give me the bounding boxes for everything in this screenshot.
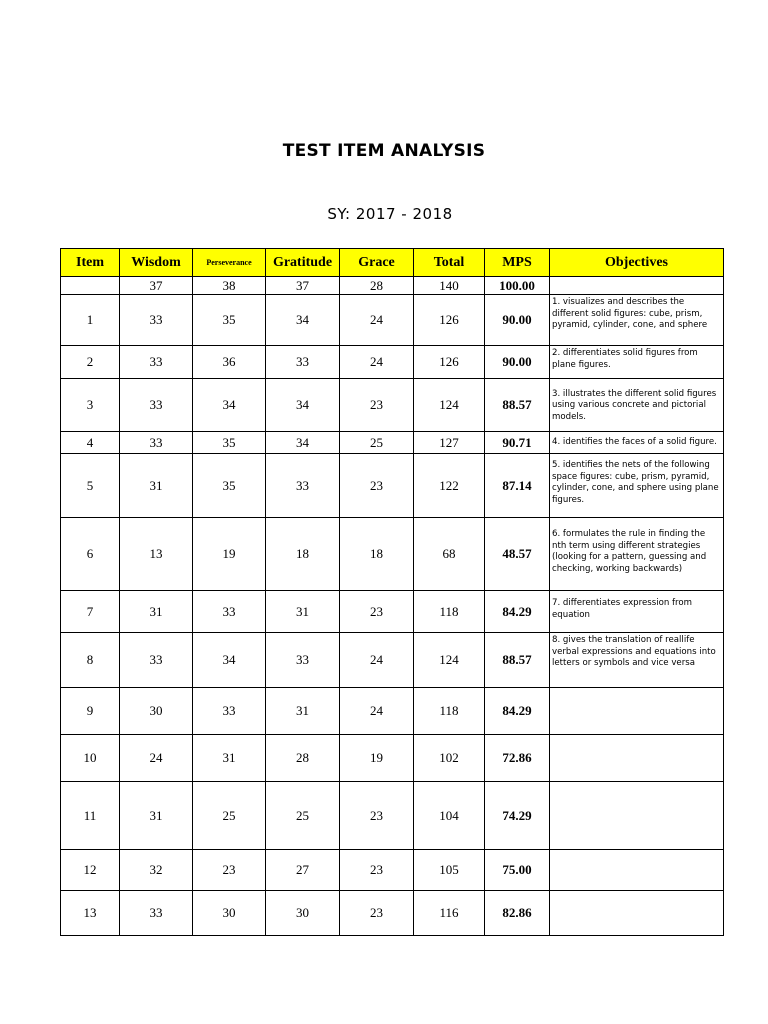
cell-total: 127 xyxy=(414,432,485,454)
cell-mps: 84.29 xyxy=(485,688,550,735)
cell-total: 122 xyxy=(414,454,485,518)
school-year: SY: 2017 - 2018 xyxy=(327,205,453,223)
cell-wisdom: 33 xyxy=(120,633,193,688)
cell-wisdom: 33 xyxy=(120,295,193,346)
cell-grace: 28 xyxy=(340,277,414,295)
table-row xyxy=(61,688,724,735)
cell-wisdom: 31 xyxy=(120,591,193,633)
cell-grace: 25 xyxy=(340,432,414,454)
cell-item: 7 xyxy=(61,591,120,633)
table-row xyxy=(61,633,724,688)
cell-gratitude: 25 xyxy=(266,782,340,850)
cell-perseverance: 19 xyxy=(193,518,266,591)
cell-wisdom: 33 xyxy=(120,891,193,936)
cell-perseverance: 35 xyxy=(193,454,266,518)
table-row xyxy=(61,591,724,633)
cell-perseverance: 36 xyxy=(193,346,266,379)
table-row xyxy=(61,518,724,591)
cell-grace: 23 xyxy=(340,591,414,633)
cell-grace: 23 xyxy=(340,454,414,518)
table-row xyxy=(61,850,724,891)
cell-total: 124 xyxy=(414,379,485,432)
cell-perseverance: 33 xyxy=(193,688,266,735)
cell-objective: 8. gives the translation of reallife verbal expressions and equations into letters or symbols and vice versa xyxy=(550,633,724,688)
cell-wisdom: 24 xyxy=(120,735,193,782)
cell-perseverance: 34 xyxy=(193,379,266,432)
cell-mps: 72.86 xyxy=(485,735,550,782)
table-row xyxy=(61,432,724,454)
cell-mps: 90.71 xyxy=(485,432,550,454)
table-row xyxy=(61,891,724,936)
cell-item: 8 xyxy=(61,633,120,688)
cell-objective xyxy=(550,688,724,735)
cell-total: 68 xyxy=(414,518,485,591)
cell-wisdom: 33 xyxy=(120,432,193,454)
cell-total: 102 xyxy=(414,735,485,782)
cell-perseverance: 34 xyxy=(193,633,266,688)
cell-objective xyxy=(550,850,724,891)
table-row xyxy=(61,782,724,850)
cell-gratitude: 30 xyxy=(266,891,340,936)
header-row xyxy=(61,249,724,277)
cell-total: 140 xyxy=(414,277,485,295)
cell-objective xyxy=(550,277,724,295)
cell-objective: 6. formulates the rule in finding the nth term using different strategies (looking for a pattern, guessing and checking, working backwards) xyxy=(550,518,724,591)
cell-perseverance: 25 xyxy=(193,782,266,850)
cell-item: 5 xyxy=(61,454,120,518)
cell-gratitude: 18 xyxy=(266,518,340,591)
cell-perseverance: 35 xyxy=(193,432,266,454)
cell-item xyxy=(61,277,120,295)
cell-total: 124 xyxy=(414,633,485,688)
table-row xyxy=(61,735,724,782)
cell-total: 104 xyxy=(414,782,485,850)
cell-gratitude: 31 xyxy=(266,591,340,633)
table-row xyxy=(61,379,724,432)
cell-item: 10 xyxy=(61,735,120,782)
cell-gratitude: 34 xyxy=(266,295,340,346)
cell-grace: 19 xyxy=(340,735,414,782)
column-header-wisdom: Wisdom xyxy=(120,249,193,277)
cell-gratitude: 34 xyxy=(266,432,340,454)
table-row xyxy=(61,346,724,379)
cell-mps: 87.14 xyxy=(485,454,550,518)
cell-wisdom: 32 xyxy=(120,850,193,891)
cell-objective: 4. identifies the faces of a solid figure. xyxy=(550,432,724,454)
cell-perseverance: 33 xyxy=(193,591,266,633)
cell-grace: 24 xyxy=(340,688,414,735)
cell-objective: 5. identifies the nets of the following space figures: cube, prism, pyramid, cylinder, cone, and sphere using plane figures. xyxy=(550,454,724,518)
cell-total: 118 xyxy=(414,688,485,735)
cell-wisdom: 30 xyxy=(120,688,193,735)
cell-gratitude: 34 xyxy=(266,379,340,432)
cell-item: 9 xyxy=(61,688,120,735)
cell-mps: 48.57 xyxy=(485,518,550,591)
cell-item: 13 xyxy=(61,891,120,936)
cell-mps: 84.29 xyxy=(485,591,550,633)
cell-grace: 23 xyxy=(340,850,414,891)
cell-objective: 7. differentiates expression from equation xyxy=(550,591,724,633)
cell-wisdom: 31 xyxy=(120,454,193,518)
column-header-total: Total xyxy=(414,249,485,277)
cell-mps: 75.00 xyxy=(485,850,550,891)
cell-mps: 74.29 xyxy=(485,782,550,850)
cell-mps: 90.00 xyxy=(485,295,550,346)
cell-gratitude: 31 xyxy=(266,688,340,735)
totals-row xyxy=(61,277,724,295)
cell-perseverance: 30 xyxy=(193,891,266,936)
cell-item: 3 xyxy=(61,379,120,432)
cell-gratitude: 27 xyxy=(266,850,340,891)
item-analysis-table xyxy=(60,248,724,936)
cell-wisdom: 37 xyxy=(120,277,193,295)
cell-wisdom: 33 xyxy=(120,379,193,432)
column-header-perseverance: Perseverance xyxy=(193,249,266,277)
cell-grace: 23 xyxy=(340,891,414,936)
cell-perseverance: 31 xyxy=(193,735,266,782)
cell-perseverance: 38 xyxy=(193,277,266,295)
cell-wisdom: 33 xyxy=(120,346,193,379)
cell-grace: 24 xyxy=(340,346,414,379)
cell-total: 118 xyxy=(414,591,485,633)
cell-total: 126 xyxy=(414,295,485,346)
cell-item: 6 xyxy=(61,518,120,591)
cell-total: 105 xyxy=(414,850,485,891)
cell-objective: 2. differentiates solid figures from plane figures. xyxy=(550,346,724,379)
column-header-grace: Grace xyxy=(340,249,414,277)
cell-objective xyxy=(550,735,724,782)
cell-total: 116 xyxy=(414,891,485,936)
cell-objective: 3. illustrates the different solid figures using various concrete and pictorial models. xyxy=(550,379,724,432)
cell-gratitude: 33 xyxy=(266,346,340,379)
cell-item: 11 xyxy=(61,782,120,850)
column-header-item: Item xyxy=(61,249,120,277)
cell-mps: 100.00 xyxy=(485,277,550,295)
cell-grace: 23 xyxy=(340,782,414,850)
cell-gratitude: 33 xyxy=(266,633,340,688)
cell-objective: 1. visualizes and describes the different solid figures: cube, prism, pyramid, cylinder, cone, and sphere xyxy=(550,295,724,346)
cell-wisdom: 31 xyxy=(120,782,193,850)
column-header-mps: MPS xyxy=(485,249,550,277)
cell-objective xyxy=(550,891,724,936)
cell-gratitude: 28 xyxy=(266,735,340,782)
cell-total: 126 xyxy=(414,346,485,379)
cell-mps: 90.00 xyxy=(485,346,550,379)
cell-grace: 18 xyxy=(340,518,414,591)
table-row xyxy=(61,454,724,518)
cell-mps: 88.57 xyxy=(485,633,550,688)
page-title: TEST ITEM ANALYSIS xyxy=(282,141,486,161)
cell-perseverance: 23 xyxy=(193,850,266,891)
column-header-gratitude: Gratitude xyxy=(266,249,340,277)
column-header-objectives: Objectives xyxy=(550,249,724,277)
cell-grace: 24 xyxy=(340,633,414,688)
cell-perseverance: 35 xyxy=(193,295,266,346)
cell-grace: 24 xyxy=(340,295,414,346)
cell-item: 1 xyxy=(61,295,120,346)
cell-item: 2 xyxy=(61,346,120,379)
cell-mps: 82.86 xyxy=(485,891,550,936)
cell-grace: 23 xyxy=(340,379,414,432)
cell-item: 12 xyxy=(61,850,120,891)
cell-objective xyxy=(550,782,724,850)
cell-gratitude: 33 xyxy=(266,454,340,518)
cell-item: 4 xyxy=(61,432,120,454)
cell-mps: 88.57 xyxy=(485,379,550,432)
cell-wisdom: 13 xyxy=(120,518,193,591)
cell-gratitude: 37 xyxy=(266,277,340,295)
table-row xyxy=(61,295,724,346)
